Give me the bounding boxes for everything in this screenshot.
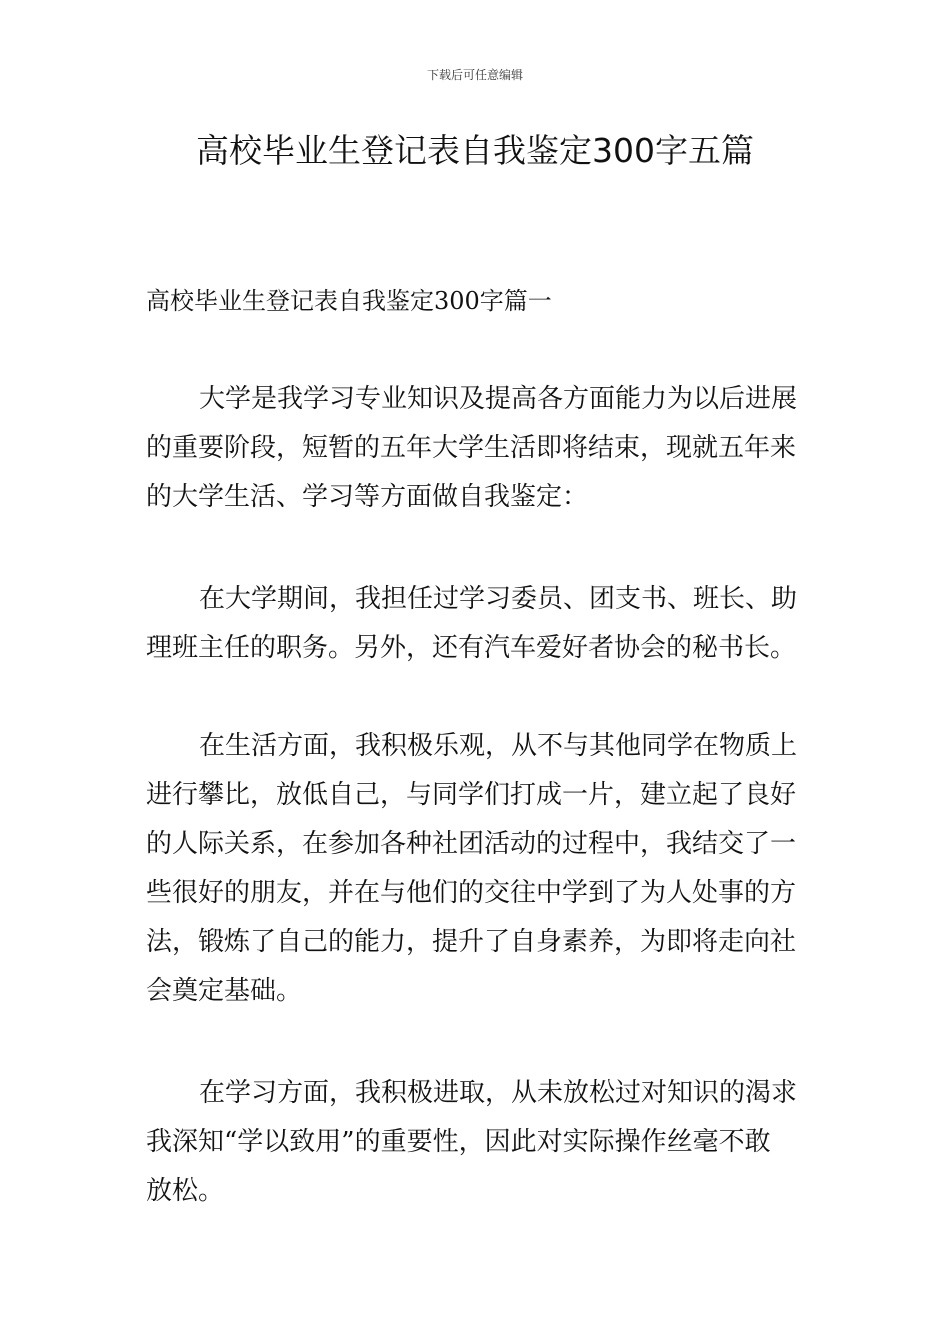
paragraph-line: 的重要阶段，短暂的五年大学生活即将结束，现就五年来	[146, 433, 797, 463]
paragraph-line: 放松。	[146, 1176, 225, 1206]
paragraph-line: 的人际关系，在参加各种社团活动的过程中，我结交了一	[146, 829, 797, 859]
paragraph-2	[146, 575, 806, 673]
paragraph-line: 理班主任的职务。另外，还有汽车爱好者协会的秘书长。	[146, 633, 797, 663]
paragraph-line: 法，锻炼了自己的能力，提升了自身素养，为即将走向社	[146, 927, 797, 957]
paragraph-3	[146, 722, 806, 1016]
paragraph-line: 进行攀比，放低自己，与同学们打成一片，建立起了良好	[146, 780, 797, 810]
paragraph-line: 在大学期间，我担任过学习委员、团支书、班长、助	[199, 584, 798, 614]
paragraph-4	[146, 1069, 806, 1216]
paragraph-line: 会奠定基础。	[146, 976, 303, 1006]
header-note: 下载后可任意编辑	[426, 68, 523, 82]
paragraph-line: 的大学生活、学习等方面做自我鉴定：	[146, 482, 589, 512]
paragraph-line: 在学习方面，我积极进取，从未放松过对知识的渴求	[199, 1078, 798, 1108]
section-heading: 高校毕业生登记表自我鉴定300字篇一	[146, 287, 552, 315]
paragraph-line: 我深知“学以致用”的重要性，因此对实际操作丝毫不敢	[146, 1127, 771, 1157]
paragraph-line: 大学是我学习专业知识及提高各方面能力为以后进展	[199, 384, 798, 414]
paragraph-line: 些很好的朋友，并在与他们的交往中学到了为人处事的方	[146, 878, 797, 908]
paragraph-line: 在生活方面，我积极乐观，从不与其他同学在物质上	[199, 731, 798, 761]
document-title: 高校毕业生登记表自我鉴定300字五篇	[196, 131, 754, 170]
paragraph-1	[146, 375, 806, 522]
